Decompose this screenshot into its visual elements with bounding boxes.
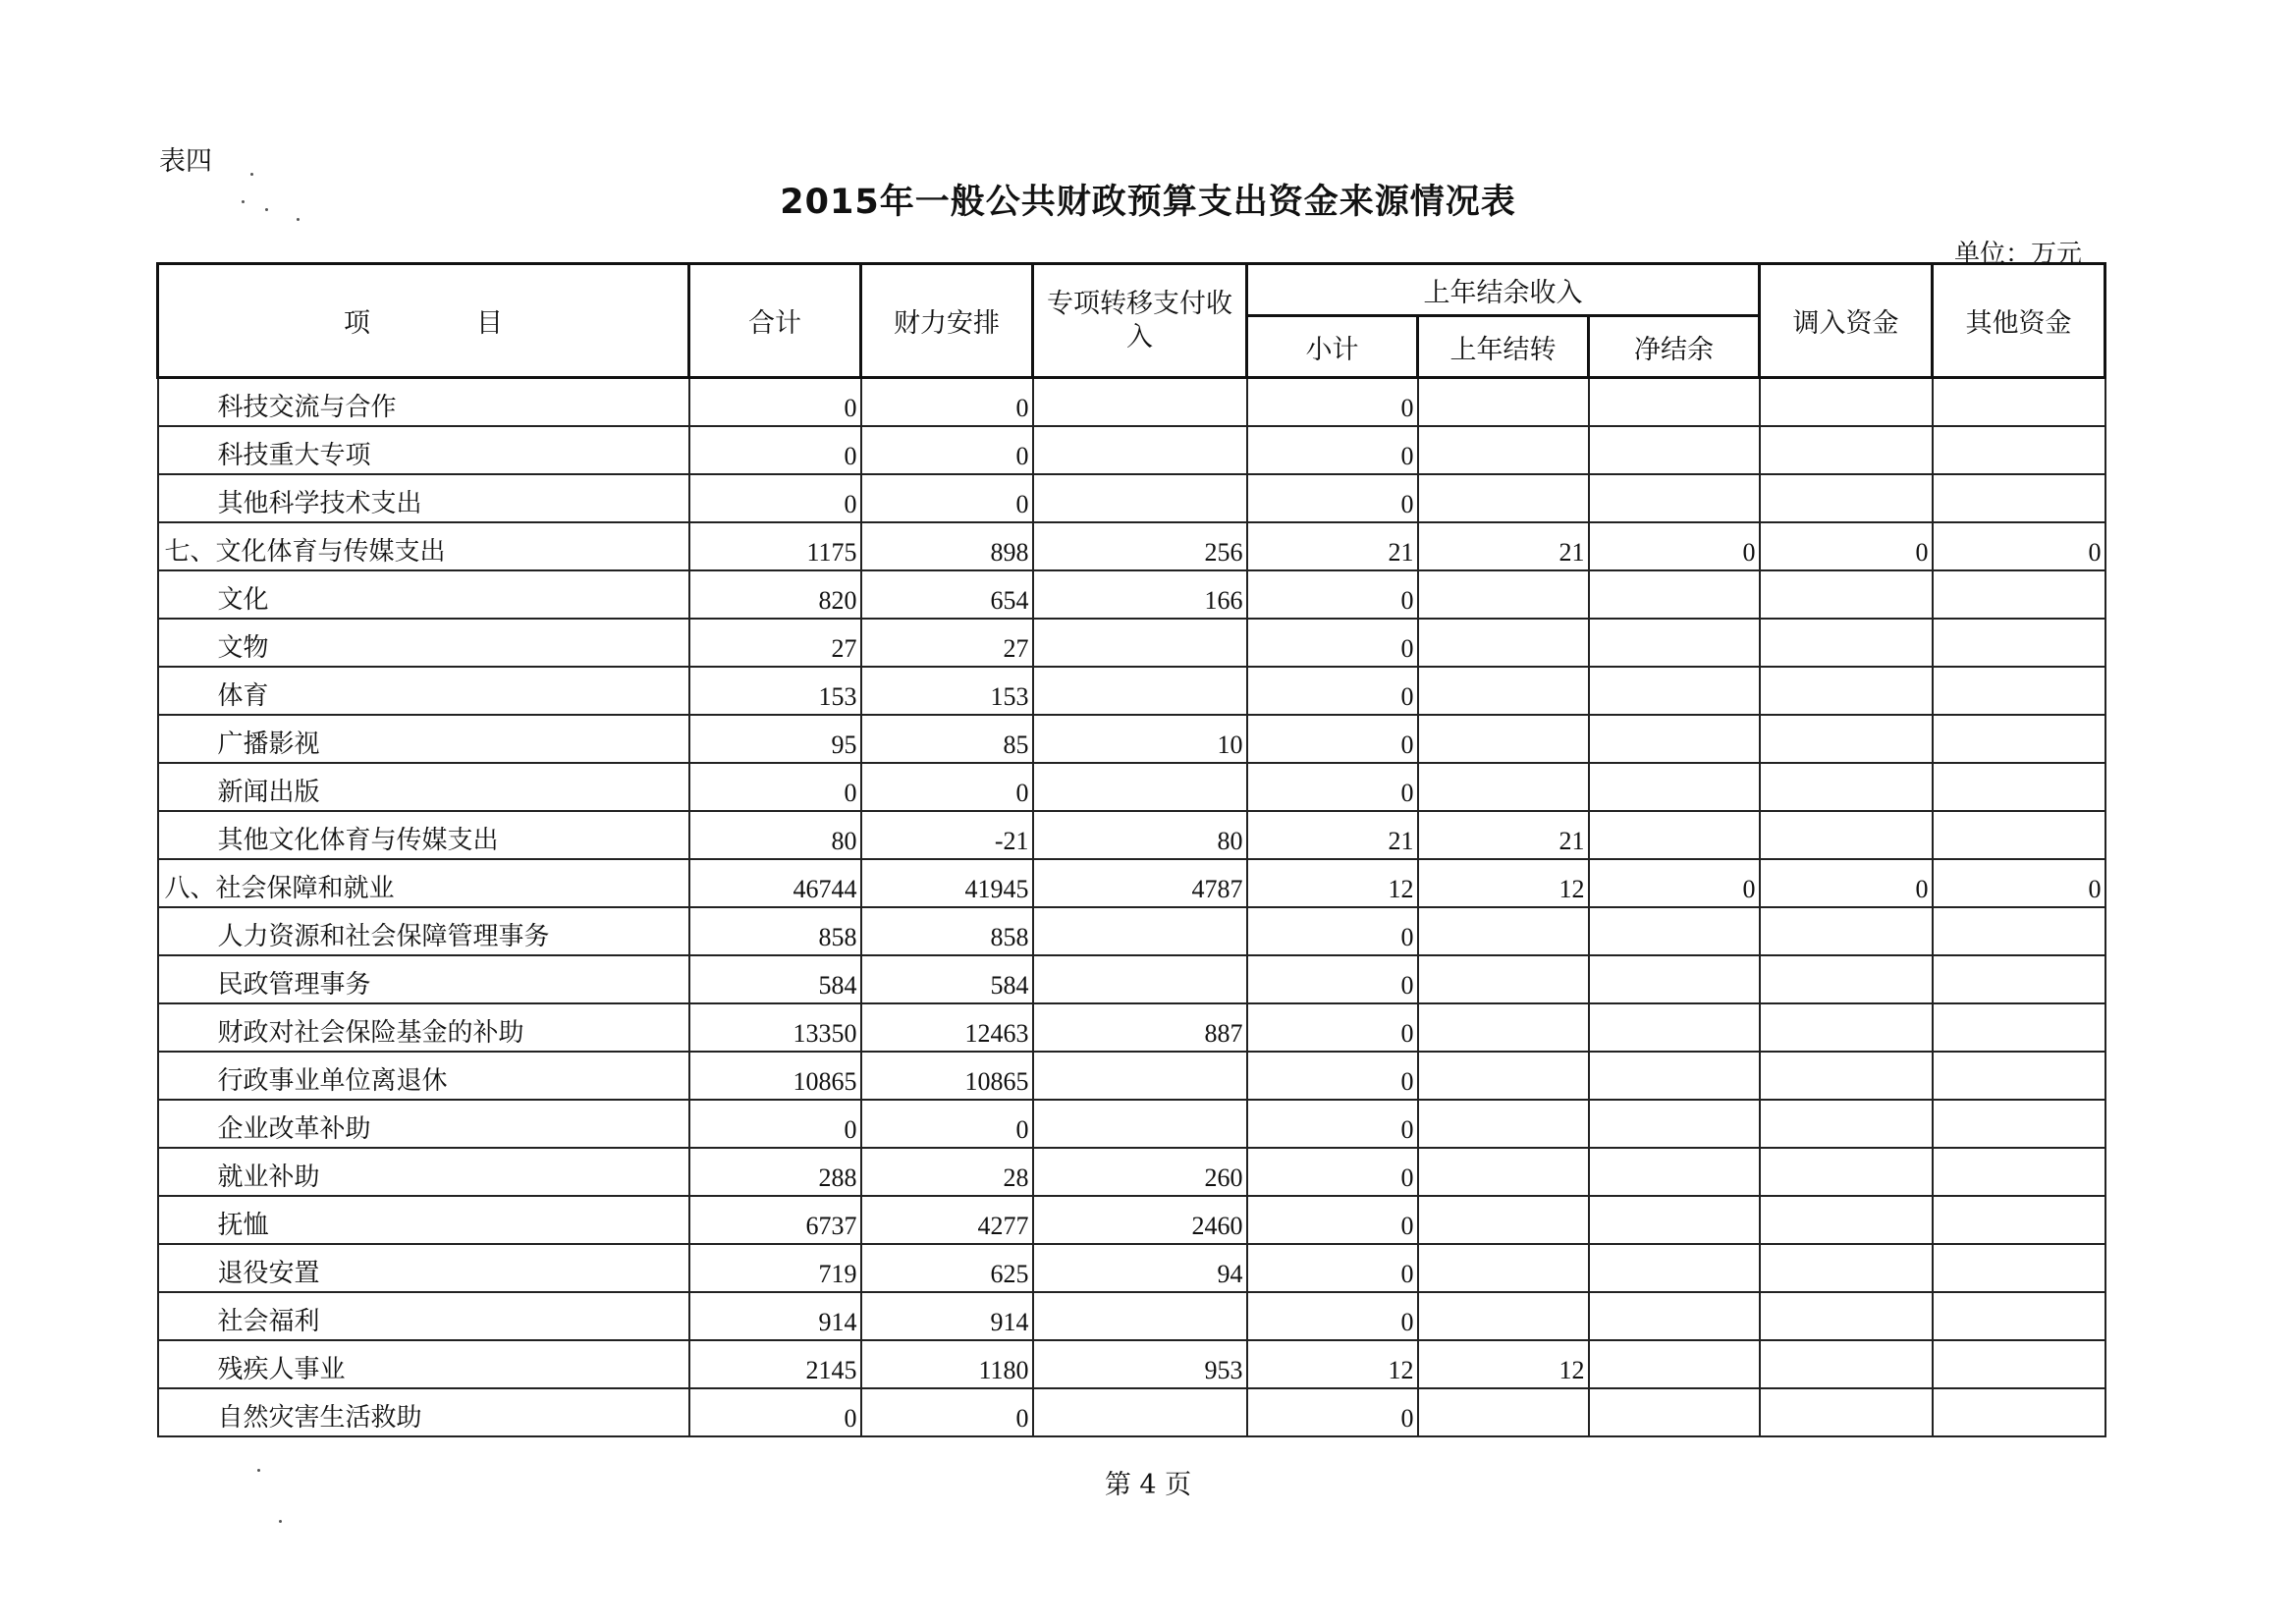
cell-prior-carry xyxy=(1418,1148,1589,1196)
cell-transfer xyxy=(1033,1388,1247,1436)
cell-other xyxy=(1933,1052,2105,1100)
cell-total: 2145 xyxy=(689,1340,861,1388)
cell-other xyxy=(1933,619,2105,667)
item-name: 行政事业单位离退休 xyxy=(158,1052,689,1100)
cell-other xyxy=(1933,426,2105,474)
cell-total: 0 xyxy=(689,1100,861,1148)
cell-transfer xyxy=(1033,667,1247,715)
cell-transfer-in xyxy=(1760,763,1933,811)
cell-total: 914 xyxy=(689,1292,861,1340)
cell-total: 584 xyxy=(689,955,861,1003)
cell-subtotal: 0 xyxy=(1247,1388,1418,1436)
cell-subtotal: 21 xyxy=(1247,522,1418,570)
cell-fiscal: 41945 xyxy=(861,859,1033,907)
cell-net-surplus xyxy=(1589,570,1760,619)
cell-net-surplus xyxy=(1589,811,1760,859)
cell-transfer xyxy=(1033,426,1247,474)
cell-total: 6737 xyxy=(689,1196,861,1244)
item-name: 财政对社会保险基金的补助 xyxy=(158,1003,689,1052)
cell-other xyxy=(1933,811,2105,859)
cell-transfer-in: 0 xyxy=(1760,859,1933,907)
cell-subtotal: 0 xyxy=(1247,763,1418,811)
scan-speck xyxy=(279,1520,282,1523)
cell-total: 719 xyxy=(689,1244,861,1292)
cell-net-surplus xyxy=(1589,619,1760,667)
cell-transfer: 953 xyxy=(1033,1340,1247,1388)
cell-total: 1175 xyxy=(689,522,861,570)
cell-net-surplus xyxy=(1589,378,1760,427)
table-row xyxy=(158,474,2105,522)
item-name: 残疾人事业 xyxy=(158,1340,689,1388)
cell-subtotal: 0 xyxy=(1247,474,1418,522)
item-name: 社会福利 xyxy=(158,1292,689,1340)
cell-transfer-in xyxy=(1760,570,1933,619)
cell-other xyxy=(1933,1148,2105,1196)
cell-subtotal: 0 xyxy=(1247,378,1418,427)
item-name: 退役安置 xyxy=(158,1244,689,1292)
cell-net-surplus xyxy=(1589,1100,1760,1148)
cell-prior-carry xyxy=(1418,1244,1589,1292)
scan-speck xyxy=(297,218,300,221)
cell-subtotal: 0 xyxy=(1247,1196,1418,1244)
cell-net-surplus xyxy=(1589,1196,1760,1244)
cell-transfer-in xyxy=(1760,1148,1933,1196)
table-body xyxy=(158,378,2105,1437)
item-name: 企业改革补助 xyxy=(158,1100,689,1148)
table-row xyxy=(158,1340,2105,1388)
scan-speck xyxy=(242,200,245,203)
cell-transfer xyxy=(1033,378,1247,427)
item-name: 人力资源和社会保障管理事务 xyxy=(158,907,689,955)
cell-other xyxy=(1933,1340,2105,1388)
cell-transfer xyxy=(1033,474,1247,522)
budget-table xyxy=(156,262,2106,1437)
table-row xyxy=(158,955,2105,1003)
cell-transfer: 10 xyxy=(1033,715,1247,763)
header-fiscal: 财力安排 xyxy=(861,264,1033,378)
item-name: 文物 xyxy=(158,619,689,667)
cell-other xyxy=(1933,763,2105,811)
item-name: 文化 xyxy=(158,570,689,619)
item-name: 科技交流与合作 xyxy=(158,378,689,427)
cell-transfer-in xyxy=(1760,1388,1933,1436)
cell-net-surplus xyxy=(1589,763,1760,811)
cell-subtotal: 0 xyxy=(1247,1148,1418,1196)
cell-fiscal: 85 xyxy=(861,715,1033,763)
cell-net-surplus xyxy=(1589,1340,1760,1388)
header-carryover-group: 上年结余收入 xyxy=(1247,264,1760,316)
cell-prior-carry xyxy=(1418,619,1589,667)
cell-total: 0 xyxy=(689,763,861,811)
cell-total: 858 xyxy=(689,907,861,955)
cell-net-surplus xyxy=(1589,1292,1760,1340)
table-row xyxy=(158,763,2105,811)
cell-fiscal: -21 xyxy=(861,811,1033,859)
cell-transfer: 4787 xyxy=(1033,859,1247,907)
cell-transfer xyxy=(1033,1052,1247,1100)
cell-other: 0 xyxy=(1933,522,2105,570)
cell-transfer-in xyxy=(1760,474,1933,522)
cell-fiscal: 12463 xyxy=(861,1003,1033,1052)
table-row xyxy=(158,1292,2105,1340)
cell-transfer-in xyxy=(1760,1003,1933,1052)
cell-net-surplus: 0 xyxy=(1589,859,1760,907)
cell-transfer-in xyxy=(1760,1244,1933,1292)
cell-transfer-in xyxy=(1760,1052,1933,1100)
cell-fiscal: 0 xyxy=(861,1388,1033,1436)
cell-transfer-in xyxy=(1760,619,1933,667)
cell-prior-carry xyxy=(1418,1196,1589,1244)
cell-transfer: 887 xyxy=(1033,1003,1247,1052)
cell-fiscal: 4277 xyxy=(861,1196,1033,1244)
cell-fiscal: 898 xyxy=(861,522,1033,570)
cell-transfer-in xyxy=(1760,426,1933,474)
cell-prior-carry xyxy=(1418,474,1589,522)
table-row xyxy=(158,1244,2105,1292)
header-transfer-in: 调入资金 xyxy=(1760,264,1933,378)
scan-speck xyxy=(265,208,268,211)
header-other: 其他资金 xyxy=(1933,264,2105,378)
cell-total: 288 xyxy=(689,1148,861,1196)
cell-prior-carry xyxy=(1418,1052,1589,1100)
cell-net-surplus xyxy=(1589,1003,1760,1052)
cell-total: 0 xyxy=(689,426,861,474)
cell-total: 46744 xyxy=(689,859,861,907)
cell-subtotal: 0 xyxy=(1247,955,1418,1003)
cell-prior-carry xyxy=(1418,907,1589,955)
cell-subtotal: 0 xyxy=(1247,1052,1418,1100)
cell-transfer xyxy=(1033,1100,1247,1148)
scan-speck xyxy=(250,173,253,176)
cell-subtotal: 0 xyxy=(1247,907,1418,955)
cell-fiscal: 584 xyxy=(861,955,1033,1003)
cell-net-surplus xyxy=(1589,715,1760,763)
cell-other xyxy=(1933,907,2105,955)
cell-prior-carry xyxy=(1418,763,1589,811)
cell-transfer xyxy=(1033,763,1247,811)
header-subtotal: 小计 xyxy=(1247,316,1418,378)
cell-transfer xyxy=(1033,955,1247,1003)
cell-transfer-in xyxy=(1760,907,1933,955)
cell-transfer-in xyxy=(1760,811,1933,859)
table-row xyxy=(158,859,2105,907)
table-row xyxy=(158,667,2105,715)
cell-net-surplus xyxy=(1589,1052,1760,1100)
cell-other xyxy=(1933,955,2105,1003)
cell-transfer: 166 xyxy=(1033,570,1247,619)
item-name: 新闻出版 xyxy=(158,763,689,811)
cell-subtotal: 21 xyxy=(1247,811,1418,859)
cell-prior-carry xyxy=(1418,570,1589,619)
table-row xyxy=(158,378,2105,427)
cell-prior-carry xyxy=(1418,1388,1589,1436)
table-row xyxy=(158,570,2105,619)
table-row xyxy=(158,1003,2105,1052)
cell-fiscal: 0 xyxy=(861,474,1033,522)
cell-subtotal: 0 xyxy=(1247,1100,1418,1148)
table-row xyxy=(158,426,2105,474)
cell-prior-carry xyxy=(1418,667,1589,715)
cell-prior-carry xyxy=(1418,1003,1589,1052)
cell-net-surplus xyxy=(1589,1244,1760,1292)
cell-prior-carry: 12 xyxy=(1418,859,1589,907)
cell-transfer-in xyxy=(1760,715,1933,763)
table-row xyxy=(158,1388,2105,1436)
header-transfer: 专项转移支付收入 xyxy=(1033,264,1247,378)
cell-total: 0 xyxy=(689,1388,861,1436)
cell-net-surplus xyxy=(1589,1148,1760,1196)
cell-net-surplus xyxy=(1589,955,1760,1003)
category-name: 八、社会保障和就业 xyxy=(158,859,689,907)
header-net-surplus: 净结余 xyxy=(1589,316,1760,378)
cell-subtotal: 0 xyxy=(1247,1244,1418,1292)
cell-net-surplus xyxy=(1589,667,1760,715)
item-name: 抚恤 xyxy=(158,1196,689,1244)
document-title: 2015年一般公共财政预算支出资金来源情况表 xyxy=(780,183,1516,222)
cell-fiscal: 27 xyxy=(861,619,1033,667)
cell-subtotal: 0 xyxy=(1247,426,1418,474)
cell-transfer-in xyxy=(1760,1292,1933,1340)
cell-transfer: 94 xyxy=(1033,1244,1247,1292)
cell-total: 95 xyxy=(689,715,861,763)
table-row xyxy=(158,907,2105,955)
cell-prior-carry xyxy=(1418,426,1589,474)
item-name: 体育 xyxy=(158,667,689,715)
cell-transfer xyxy=(1033,619,1247,667)
cell-fiscal: 0 xyxy=(861,1100,1033,1148)
table-row xyxy=(158,811,2105,859)
cell-fiscal: 0 xyxy=(861,378,1033,427)
cell-transfer xyxy=(1033,907,1247,955)
item-name: 就业补助 xyxy=(158,1148,689,1196)
cell-fiscal: 625 xyxy=(861,1244,1033,1292)
cell-fiscal: 654 xyxy=(861,570,1033,619)
cell-total: 10865 xyxy=(689,1052,861,1100)
cell-other xyxy=(1933,1388,2105,1436)
cell-net-surplus xyxy=(1589,426,1760,474)
cell-prior-carry: 21 xyxy=(1418,522,1589,570)
cell-transfer: 256 xyxy=(1033,522,1247,570)
cell-total: 820 xyxy=(689,570,861,619)
cell-fiscal: 0 xyxy=(861,763,1033,811)
cell-subtotal: 0 xyxy=(1247,1003,1418,1052)
cell-prior-carry xyxy=(1418,715,1589,763)
cell-other xyxy=(1933,1100,2105,1148)
item-name: 其他文化体育与传媒支出 xyxy=(158,811,689,859)
cell-total: 27 xyxy=(689,619,861,667)
cell-transfer-in xyxy=(1760,955,1933,1003)
cell-prior-carry xyxy=(1418,1100,1589,1148)
cell-total: 13350 xyxy=(689,1003,861,1052)
cell-other xyxy=(1933,570,2105,619)
cell-other: 0 xyxy=(1933,859,2105,907)
cell-other xyxy=(1933,667,2105,715)
cell-other xyxy=(1933,1292,2105,1340)
cell-subtotal: 0 xyxy=(1247,715,1418,763)
cell-other xyxy=(1933,1003,2105,1052)
cell-other xyxy=(1933,1196,2105,1244)
cell-total: 0 xyxy=(689,378,861,427)
cell-transfer: 80 xyxy=(1033,811,1247,859)
cell-total: 80 xyxy=(689,811,861,859)
header-item: 项 目 xyxy=(158,264,689,378)
cell-transfer-in xyxy=(1760,1196,1933,1244)
header-prior-carry: 上年结转 xyxy=(1418,316,1589,378)
header-total: 合计 xyxy=(689,264,861,378)
cell-fiscal: 0 xyxy=(861,426,1033,474)
table-row xyxy=(158,1100,2105,1148)
cell-net-surplus xyxy=(1589,1388,1760,1436)
cell-fiscal: 1180 xyxy=(861,1340,1033,1388)
cell-other xyxy=(1933,1244,2105,1292)
table-row xyxy=(158,619,2105,667)
cell-prior-carry: 21 xyxy=(1418,811,1589,859)
item-name: 广播影视 xyxy=(158,715,689,763)
item-name: 科技重大专项 xyxy=(158,426,689,474)
table-row xyxy=(158,522,2105,570)
cell-transfer-in xyxy=(1760,378,1933,427)
item-name: 其他科学技术支出 xyxy=(158,474,689,522)
cell-other xyxy=(1933,378,2105,427)
cell-fiscal: 28 xyxy=(861,1148,1033,1196)
cell-subtotal: 0 xyxy=(1247,619,1418,667)
cell-fiscal: 153 xyxy=(861,667,1033,715)
cell-total: 153 xyxy=(689,667,861,715)
cell-subtotal: 12 xyxy=(1247,1340,1418,1388)
unit-label: 单位：万元 xyxy=(1954,240,2083,269)
cell-fiscal: 10865 xyxy=(861,1052,1033,1100)
cell-transfer: 2460 xyxy=(1033,1196,1247,1244)
cell-prior-carry xyxy=(1418,955,1589,1003)
table-label: 表四 xyxy=(159,146,212,177)
table-row xyxy=(158,1052,2105,1100)
cell-transfer-in xyxy=(1760,1340,1933,1388)
item-name: 民政管理事务 xyxy=(158,955,689,1003)
cell-transfer: 260 xyxy=(1033,1148,1247,1196)
cell-total: 0 xyxy=(689,474,861,522)
cell-subtotal: 0 xyxy=(1247,1292,1418,1340)
cell-prior-carry xyxy=(1418,378,1589,427)
header-row xyxy=(158,264,2105,316)
cell-prior-carry xyxy=(1418,1292,1589,1340)
item-name: 自然灾害生活救助 xyxy=(158,1388,689,1436)
cell-subtotal: 12 xyxy=(1247,859,1418,907)
cell-transfer-in xyxy=(1760,667,1933,715)
cell-prior-carry: 12 xyxy=(1418,1340,1589,1388)
cell-subtotal: 0 xyxy=(1247,570,1418,619)
cell-fiscal: 858 xyxy=(861,907,1033,955)
table-row xyxy=(158,1148,2105,1196)
cell-transfer-in: 0 xyxy=(1760,522,1933,570)
cell-fiscal: 914 xyxy=(861,1292,1033,1340)
cell-transfer xyxy=(1033,1292,1247,1340)
cell-net-surplus: 0 xyxy=(1589,522,1760,570)
cell-subtotal: 0 xyxy=(1247,667,1418,715)
table-row xyxy=(158,715,2105,763)
cell-other xyxy=(1933,715,2105,763)
category-name: 七、文化体育与传媒支出 xyxy=(158,522,689,570)
cell-other xyxy=(1933,474,2105,522)
cell-transfer-in xyxy=(1760,1100,1933,1148)
cell-net-surplus xyxy=(1589,907,1760,955)
table-row xyxy=(158,1196,2105,1244)
cell-net-surplus xyxy=(1589,474,1760,522)
page-number: 第 4 页 xyxy=(1104,1470,1192,1500)
